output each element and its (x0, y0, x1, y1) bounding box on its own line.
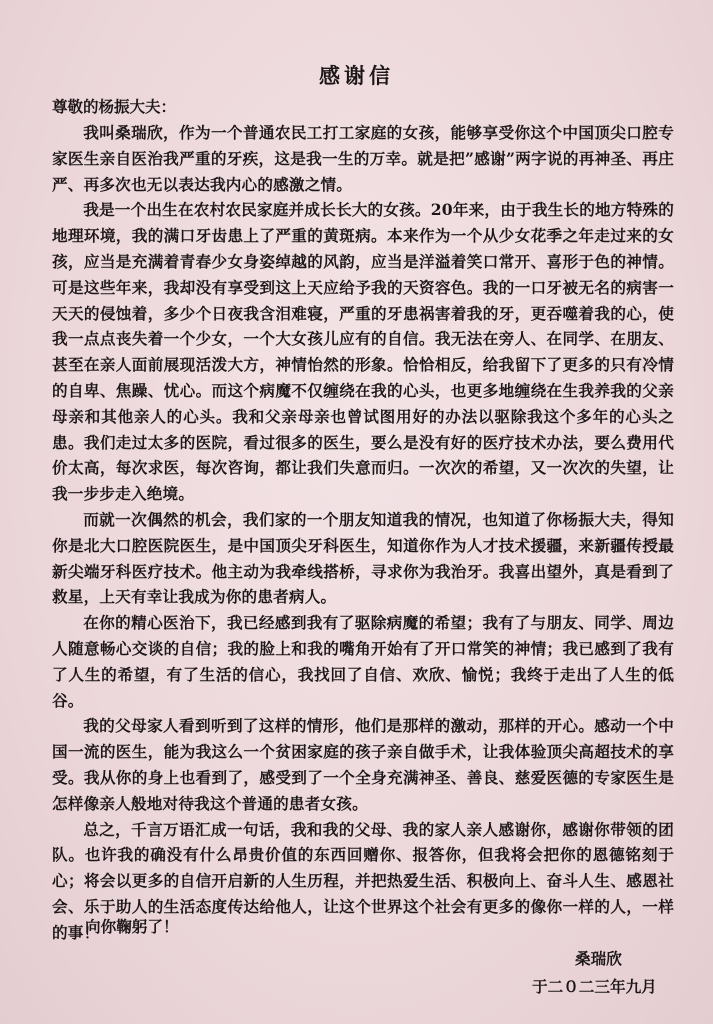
paragraph: 总之，千言万语汇成一句话，我和我的父母、我的家人亲人感谢你，感谢你带领的团队。也许我的确没有什么昂贵价值的东西回赠你、报答你，但我将会把你的恩德铭刻于心；将会以更多的自信开启新的人生历程，并把热爱生活、积极向上、奋斗人生、感恩社会、乐于助人的生活态度传达给他人，让这个世界这个社会有更多的像你一样的人，一样的事！ (52, 819, 674, 942)
salutation: 尊敬的杨振大夫： (52, 97, 177, 116)
signature: 桑瑞欣 (575, 949, 622, 968)
letter-title: 感谢信 (319, 64, 394, 88)
closing-line: 向你鞠躬了！ (85, 917, 179, 936)
paragraph: 我叫桑瑞欣，作为一个普通农民工打工家庭的女孩，能够享受你这个中国顶尖口腔专家医生亲自医治我严重的牙疾，这是我一生的万幸。就是把”感谢”两字说的再神圣、再庄严、再多次也无以表达我内心的感激之情。 (52, 123, 674, 194)
paragraph: 我的父母家人看到听到了这样的情形，他们是那样的激动，那样的开心。感动一个中国一流的医生，能为我这么一个贫困家庭的孩子亲自做手术，让我体验顶尖高超技术的享受。我从你的身上也看到了，感受到了一个全身充满神圣、善良、慈爱医德的专家医生是怎样像亲人般地对待我这个普通的患者女孩。 (52, 716, 674, 813)
paragraph: 我是一个出生在农村农民家庭并成长长大的女孩。20年来，由于我生长的地方特殊的地理环境，我的满口牙齿患上了严重的黄斑病。本来作为一个从少女花季之年走过来的女孩，应当是充满着青春少女身姿绰越的风韵，应当是洋溢着笑口常开、喜形于色的神情。可是这些年来，我却没有享受到这上天应给予我的天资容色。我的一口牙被无名的病害一天天的侵蚀着，多少个日夜我含泪难寝，严重的牙患祸害着我的牙，更吞噬着我的心，使我一点点丧失着一个少女，一个大女孩儿应有的自信。我无法在旁人、在同学、在朋友、甚至在亲人面前展现活泼大方，神情怡然的形象。恰恰相反，给我留下了更多的只有冷情的自卑、焦躁、忧心。而这个病魔不仅缠绕在我的心头，也更多地缠绕在生我养我的父亲母亲和其他亲人的心头。我和父亲母亲也曾试图用好的办法以驱除我这个多年的心头之患。我们走过太多的医院，看过很多的医生，要么是没有好的医疗技术办法，要么费用代价太高，每次求医，每次咨询，都让我们失意而归。一次次的希望，又一次次的失望，让我一步步走入绝境。 (52, 200, 674, 504)
letter-body (52, 120, 674, 946)
letter-date: 于二０二三年九月 (532, 977, 657, 996)
paragraph: 在你的精心医治下，我已经感到我有了驱除病魔的希望；我有了与朋友、同学、周边人随意畅心交谈的自信；我的脸上和我的嘴角开始有了开口常笑的神情；我已感到了我有了人生的希望，有了生活的信心，我找回了自信、欢欣、愉悦；我终于走出了人生的低谷。 (52, 613, 674, 710)
paragraph: 而就一次偶然的机会，我们家的一个朋友知道我的情况，也知道了你杨振大夫，得知你是北大口腔医院医生，是中国顶尖牙科医生，知道你作为人才技术援疆，来新疆传授最新尖端牙科医疗技术。他主动为我牵线搭桥，寻求你为我治牙。我喜出望外，真是看到了救星，上天有幸让我成为你的患者病人。 (52, 509, 674, 607)
